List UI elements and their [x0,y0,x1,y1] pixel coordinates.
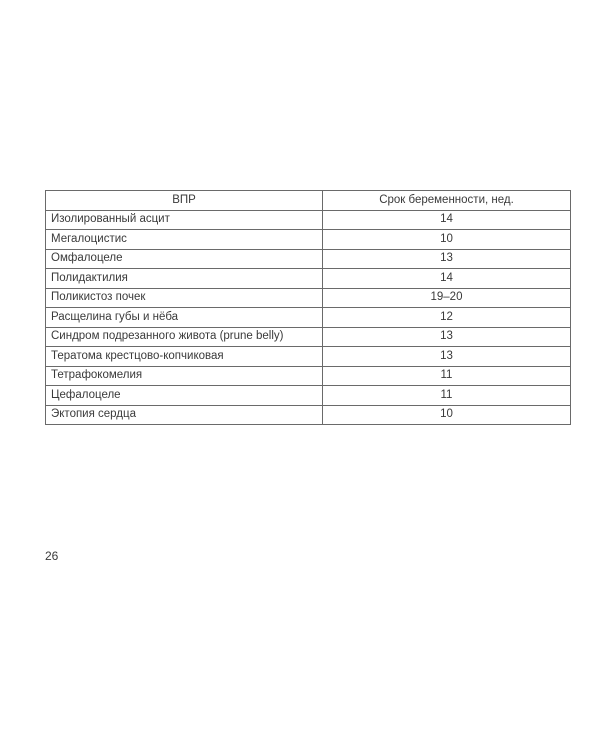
cell-malformation: Цефалоцеле [46,386,323,406]
cell-gestation-week: 10 [323,405,571,425]
cell-gestation-week: 10 [323,230,571,250]
page-number: 26 [45,549,59,563]
cell-malformation: Полидактилия [46,269,323,289]
table-header-row [46,191,571,211]
cell-malformation: Синдром подрезанного живота (prune belly) [46,327,323,347]
cell-malformation: Мегалоцистис [46,230,323,250]
table-row [46,327,571,347]
table-row [46,405,571,425]
cell-malformation: Тератома крестцово-копчиковая [46,347,323,367]
cell-malformation: Тетрафокомелия [46,366,323,386]
cell-gestation-week: 11 [323,366,571,386]
table-row [46,210,571,230]
table-row [46,230,571,250]
cell-malformation: Изолированный асцит [46,210,323,230]
cell-gestation-week: 19–20 [323,288,571,308]
table-row [46,249,571,269]
table-row [46,288,571,308]
cell-gestation-week: 12 [323,308,571,328]
cell-gestation-week: 13 [323,347,571,367]
header-malformation: ВПР [46,191,323,211]
cell-malformation: Поликистоз почек [46,288,323,308]
table-row [46,269,571,289]
table-row [46,347,571,367]
cell-malformation: Расщелина губы и нёба [46,308,323,328]
cell-malformation: Эктопия сердца [46,405,323,425]
cell-gestation-week: 13 [323,327,571,347]
header-gestation-week: Срок беременности, нед. [323,191,571,211]
table-row [46,386,571,406]
cell-malformation: Омфалоцеле [46,249,323,269]
table-row [46,308,571,328]
cell-gestation-week: 13 [323,249,571,269]
cell-gestation-week: 14 [323,210,571,230]
cell-gestation-week: 14 [323,269,571,289]
cell-gestation-week: 11 [323,386,571,406]
table-row [46,366,571,386]
malformation-gestation-table [45,190,571,425]
